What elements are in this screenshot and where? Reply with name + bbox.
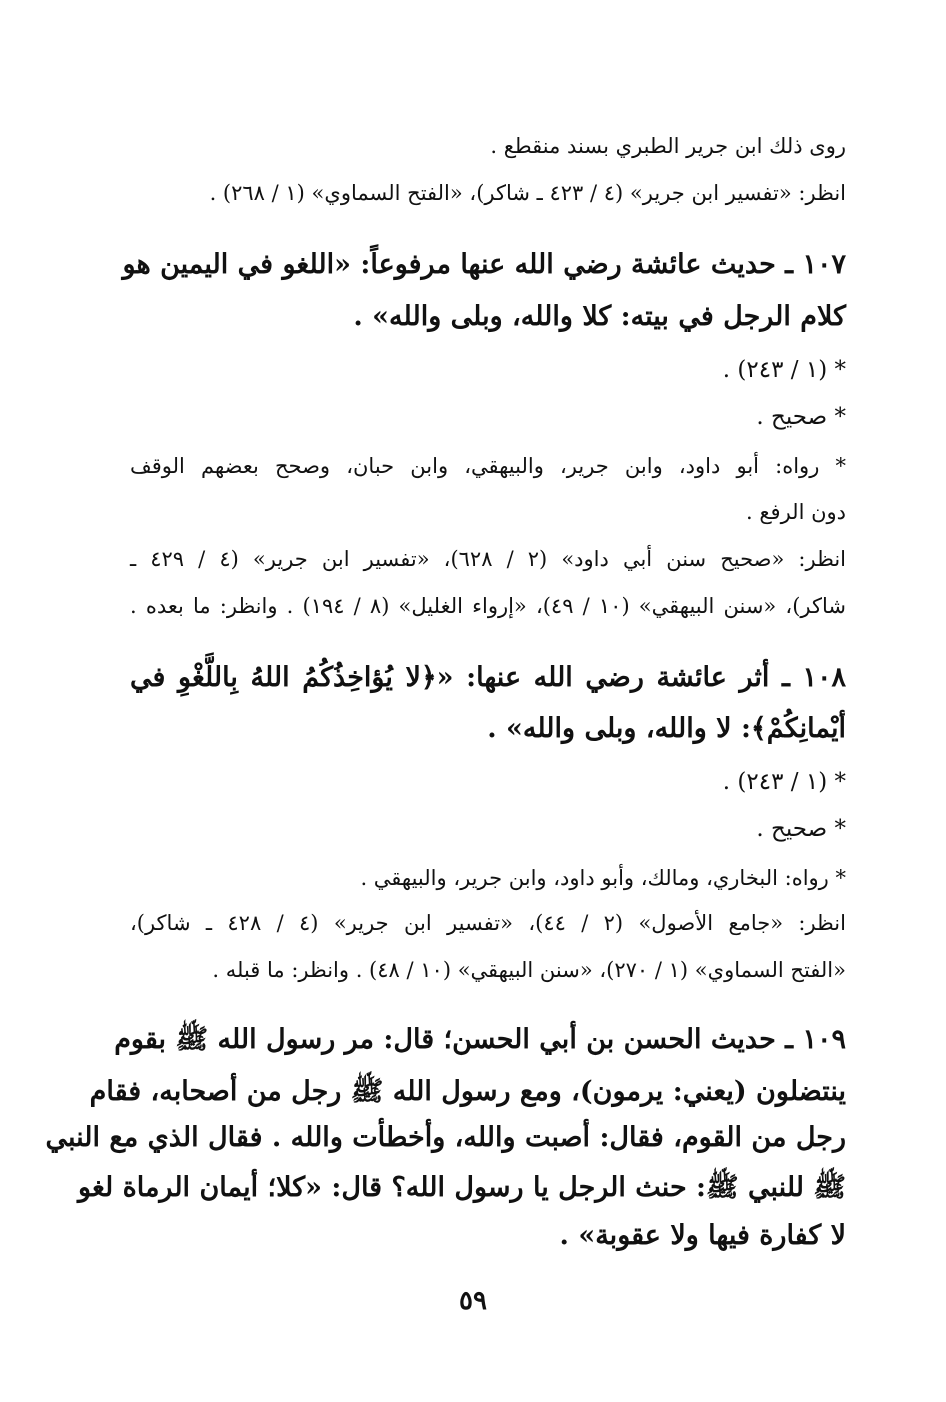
narrators-line: دون الرفع . [746,500,846,524]
text-line: روى ذلك ابن جرير الطبري بسند منقطع . [490,134,846,158]
athar-108-text: أيْمانِكُمْ﴾: لا والله، وبلى والله» . [487,713,846,744]
grading: * صحيح . [756,404,846,430]
narrators-line: * رواه: البخاري، ومالك، وأبو داود، وابن جرير، والبيهقي . [360,866,846,890]
reference-line: شاكر)، «سنن البيهقي» (١٠ / ٤٩)، «إرواء الغليل» (٨ / ١٩٤) . وانظر: ما بعده . [130,594,846,618]
grading: * صحيح . [756,816,846,842]
volume-reference: * (١ / ٢٤٣) . [722,357,846,383]
hadith-109-text: ﷺ للنبي ﷺ: حنث الرجل يا رسول الله؟ قال: «كلا؛ أيمان الرماة لغو [78,1172,846,1203]
hadith-109-text: لا كفارة فيها ولا عقوبة» . [559,1220,846,1251]
hadith-109-text: رجل من القوم، فقال: أصبت والله، وأخطأت والله . فقال الذي مع النبي [45,1122,846,1153]
hadith-107-text: كلام الرجل في بيته: كلا والله، وبلى والله» . [353,301,846,332]
reference-line: انظر: «صحيح سنن أبي داود» (٢ / ٦٢٨)، «تفسير ابن جرير» (٤ / ٤٢٩ ـ [130,547,847,571]
athar-108-heading: ١٠٨ ـ أثر عائشة رضي الله عنها: «﴿لا يُؤاخِذُكُمُ اللهُ بِاللَّغْوِ في [130,662,846,693]
reference-line: انظر: «جامع الأصول» (٢ / ٤٤)، «تفسير ابن جرير» (٤ / ٤٢٨ ـ شاكر)، [130,911,846,935]
narrators-line: * رواه: أبو داود، وابن جرير، والبيهقي، وابن حبان، وصحح بعضهم الوقف [130,454,846,478]
hadith-109-text: ينتضلون (يعني: يرمون)، ومع رسول الله ﷺ رجل من أصحابه، فقام [89,1076,846,1107]
page-number: ٥٩ [459,1286,487,1316]
hadith-107-heading: ١٠٧ ـ حديث عائشة رضي الله عنها مرفوعاً: «اللغو في اليمين هو [122,249,846,280]
volume-reference: * (١ / ٢٤٣) . [722,769,846,795]
reference-line: «الفتح السماوي» (١ / ٢٧٠)، «سنن البيهقي» (١٠ / ٤٨) . وانظر: ما قبله . [212,958,846,982]
hadith-109-heading: ١٠٩ ـ حديث الحسن بن أبي الحسن؛ قال: مر رسول الله ﷺ بقوم [114,1024,846,1055]
reference-line: انظر: «تفسير ابن جرير» (٤ / ٤٢٣ ـ شاكر)، «الفتح السماوي» (١ / ٢٦٨) . [209,181,846,205]
